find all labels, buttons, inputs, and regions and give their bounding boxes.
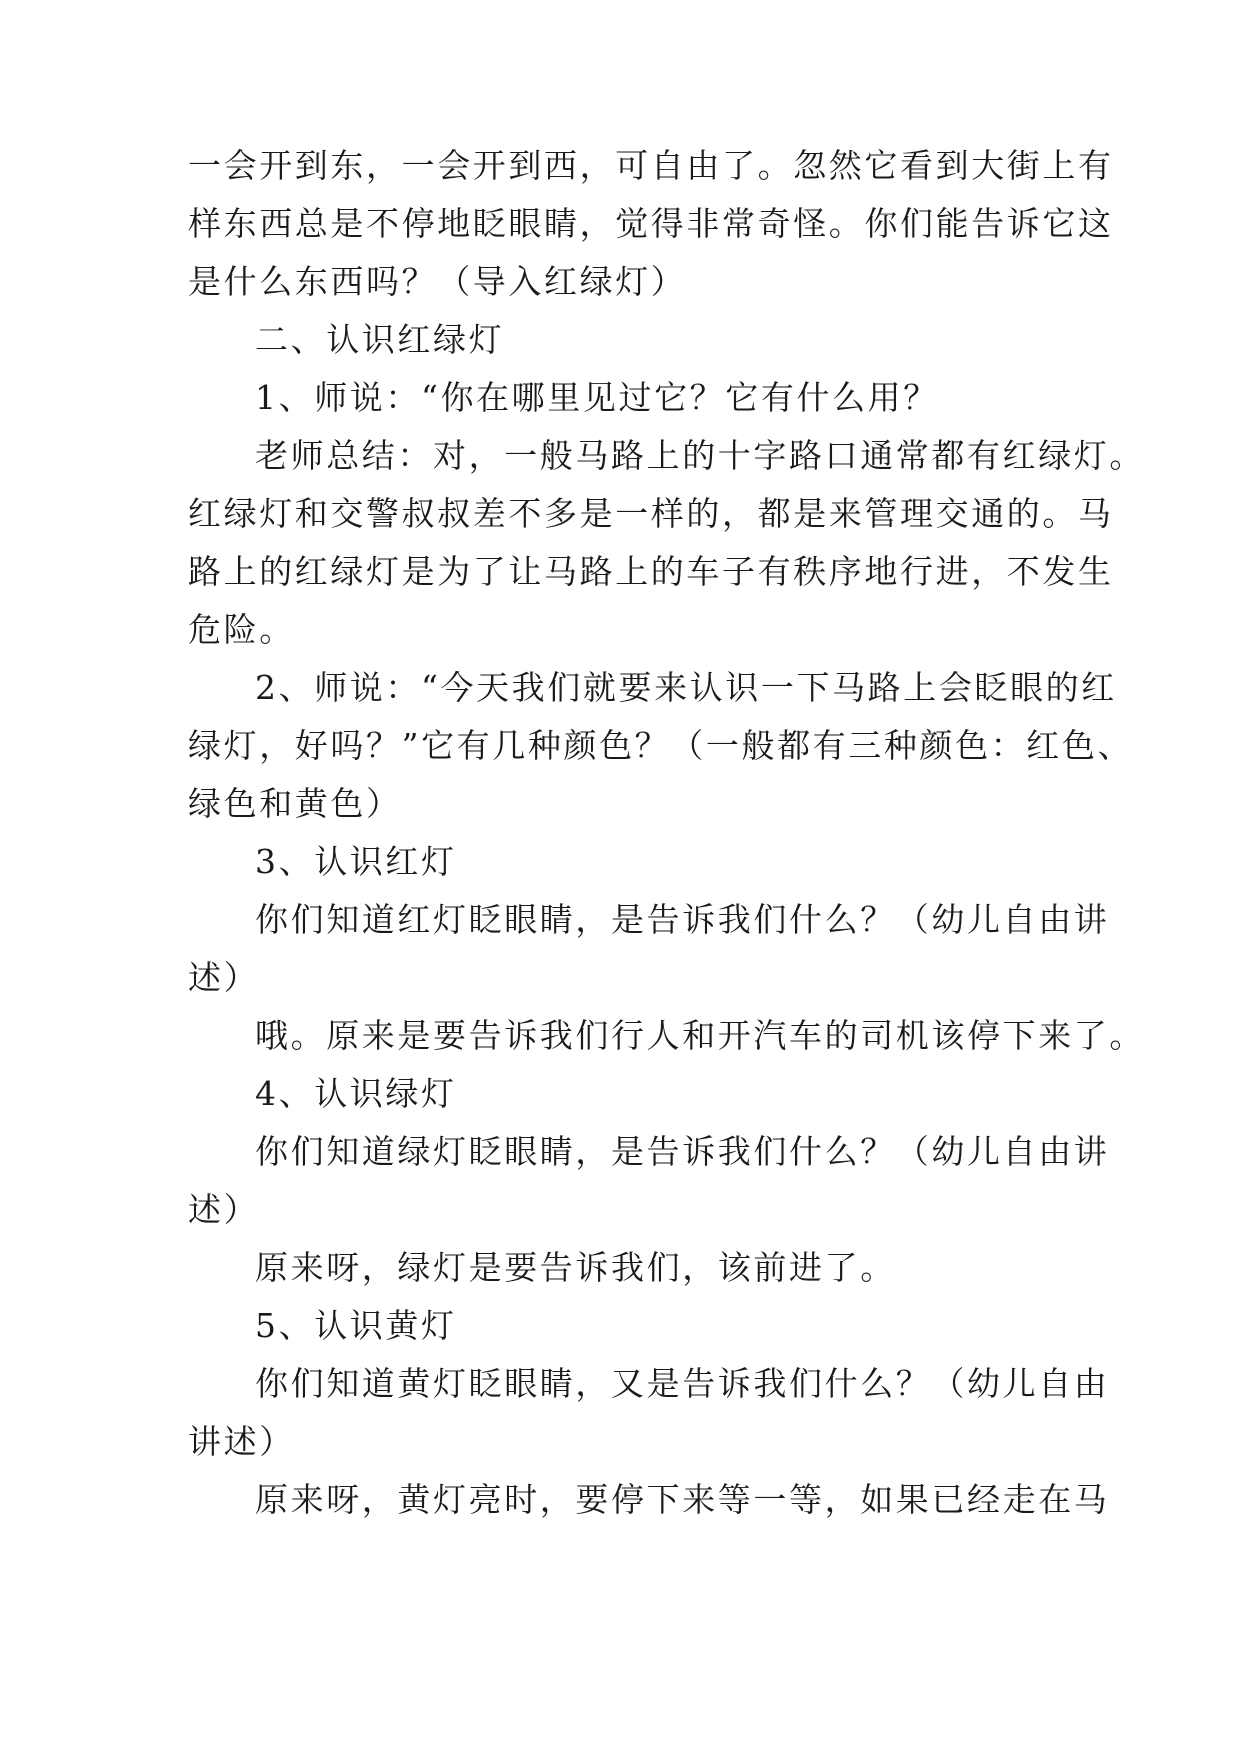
text-line: 你们知道绿灯眨眼睛，是告诉我们什么？（幼儿自由讲 (255, 1132, 1110, 1171)
section-heading: 二、认识红绿灯 (255, 320, 505, 359)
text-line: 绿色和黄色） (188, 784, 402, 823)
text-line: 绿灯，好吗？”它有几种颜色？（一般都有三种颜色：红色、 (188, 726, 1134, 765)
text-line: 你们知道黄灯眨眼睛，又是告诉我们什么？（幼儿自由 (255, 1364, 1110, 1403)
subheading: 4、认识绿灯 (255, 1074, 457, 1113)
text-line: 红绿灯和交警叔叔差不多是一样的，都是来管理交通的。马 (188, 494, 1114, 533)
text-line: 述） (188, 958, 260, 997)
text-line: 哦。原来是要告诉我们行人和开汽车的司机该停下来了。 (255, 1016, 1145, 1055)
text-line: 路上的红绿灯是为了让马路上的车子有秩序地行进，不发生 (188, 552, 1114, 591)
text-line: 2、师说：“今天我们就要来认识一下马路上会眨眼的红 (255, 668, 1117, 707)
subheading: 5、认识黄灯 (255, 1306, 457, 1345)
text-line: 1、师说：“你在哪里见过它？它有什么用？ (255, 378, 939, 417)
text-line: 一会开到东，一会开到西，可自由了。忽然它看到大街上有 (188, 146, 1114, 185)
text-line: 原来呀，黄灯亮时，要停下来等一等，如果已经走在马 (255, 1480, 1110, 1519)
text-line: 原来呀，绿灯是要告诉我们，该前进了。 (255, 1248, 896, 1287)
text-line: 述） (188, 1190, 260, 1229)
text-line: 危险。 (188, 610, 295, 649)
text-line: 样东西总是不停地眨眼睛，觉得非常奇怪。你们能告诉它这 (188, 204, 1114, 243)
subheading: 3、认识红灯 (255, 842, 457, 881)
text-line: 你们知道红灯眨眼睛，是告诉我们什么？（幼儿自由讲 (255, 900, 1110, 939)
text-line: 讲述） (188, 1422, 295, 1461)
text-line: 老师总结：对，一般马路上的十字路口通常都有红绿灯。 (255, 436, 1145, 475)
text-line: 是什么东西吗？（导入红绿灯） (188, 262, 687, 301)
